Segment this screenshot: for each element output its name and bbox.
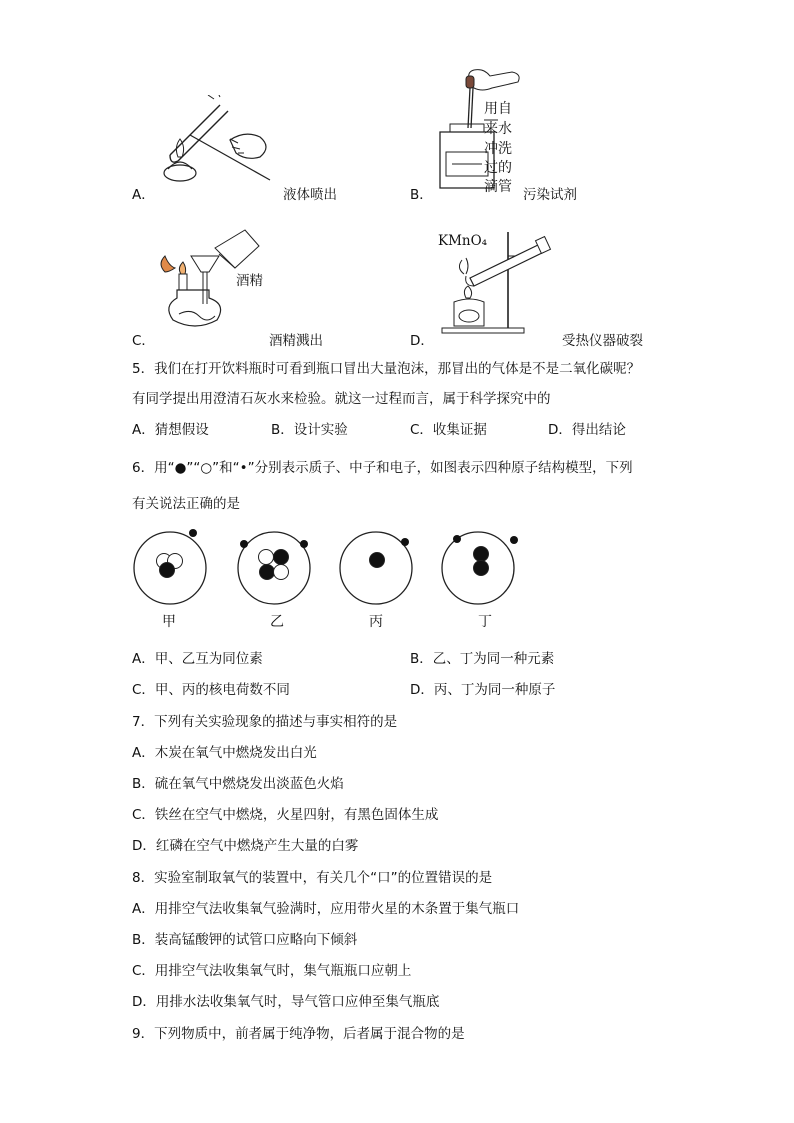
option-letter-a: A． xyxy=(132,187,155,203)
q8-option-d: D．用排水法收集氧气时，导气管口应伸至集气瓶底 xyxy=(132,994,440,1010)
atom-label-ding: 丁 xyxy=(478,614,492,630)
atom-label-jia: 甲 xyxy=(162,614,176,630)
atom-models xyxy=(128,528,528,608)
caption-liquid-spray: 液体喷出 xyxy=(283,187,337,203)
dropper-annotation-5: 滴管 xyxy=(484,179,512,195)
q7-stem: 7．下列有关实验现象的描述与事实相符的是 xyxy=(132,714,398,730)
atom-model-yi xyxy=(238,532,310,604)
q6-stem-line-2: 有关说法正确的是 xyxy=(132,496,240,512)
caption-alcohol-splash: 酒精溅出 xyxy=(269,333,323,349)
kmno4-label: KMnO₄ xyxy=(438,233,488,249)
dropper-annotation-1: 用自 xyxy=(484,101,512,117)
q8-option-a: A．用排空气法收集氧气验满时，应用带火星的木条置于集气瓶口 xyxy=(132,901,520,917)
q6-option-a: A．甲、乙互为同位素 xyxy=(132,651,263,667)
caption-cracked-vessel: 受热仪器破裂 xyxy=(562,333,643,349)
q5-option-d: D．得出结论 xyxy=(548,422,626,438)
q8-option-c: C．用排空气法收集氧气时，集气瓶瓶口应朝上 xyxy=(132,963,412,979)
atom-label-bing: 丙 xyxy=(369,614,383,630)
q8-option-b: B．装高锰酸钾的试管口应略向下倾斜 xyxy=(132,932,358,948)
q5-option-b: B．设计实验 xyxy=(271,422,348,438)
option-letter-d: D． xyxy=(410,333,434,349)
atom-label-yi: 乙 xyxy=(270,614,284,630)
q7-option-b: B．硫在氧气中燃烧发出淡蓝色火焰 xyxy=(132,776,344,792)
q5-option-a: A．猜想假设 xyxy=(132,422,209,438)
q9-stem: 9．下列物质中，前者属于纯净物，后者属于混合物的是 xyxy=(132,1026,465,1042)
q5-stem-line-1: 5．我们在打开饮料瓶时可看到瓶口冒出大量泡沫，那冒出的气体是不是二氧化碳呢？ xyxy=(132,361,641,377)
q6-option-b: B．乙、丁为同一种元素 xyxy=(410,651,555,667)
dropper-annotation-3: 冲洗 xyxy=(484,141,512,157)
figure-liquid-spray xyxy=(160,95,285,190)
atom-model-jia xyxy=(134,529,206,604)
dropper-annotation-2: 来水 xyxy=(484,121,512,137)
q6-option-c: C．甲、丙的核电荷数不同 xyxy=(132,682,290,698)
q6-option-d: D．丙、丁为同一种原子 xyxy=(410,682,556,698)
q5-option-c: C．收集证据 xyxy=(410,422,487,438)
q7-option-c: C．铁丝在空气中燃烧，火星四射，有黑色固体生成 xyxy=(132,807,439,823)
caption-contaminated-reagent: 污染试剂 xyxy=(523,187,577,203)
dropper-annotation-4: 过的 xyxy=(484,160,512,176)
atom-model-ding xyxy=(442,532,518,604)
q5-stem-line-2: 有同学提出用澄清石灰水来检验。就这一过程而言，属于科学探究中的 xyxy=(132,391,551,407)
option-letter-b: B． xyxy=(410,187,433,203)
q7-option-d: D．红磷在空气中燃烧产生大量的白雾 xyxy=(132,838,359,854)
q7-option-a: A．木炭在氧气中燃烧发出白光 xyxy=(132,745,317,761)
alcohol-label: 酒精 xyxy=(236,273,263,289)
q6-stem-line-1: 6．用“●”“○”和“•”分别表示质子、中子和电子，如图表示四种原子结构模型，下列 xyxy=(132,460,633,476)
q8-stem: 8．实验室制取氧气的装置中，有关几个“口”的位置错误的是 xyxy=(132,870,493,886)
option-letter-c: C． xyxy=(132,333,155,349)
atom-model-bing xyxy=(340,532,412,604)
